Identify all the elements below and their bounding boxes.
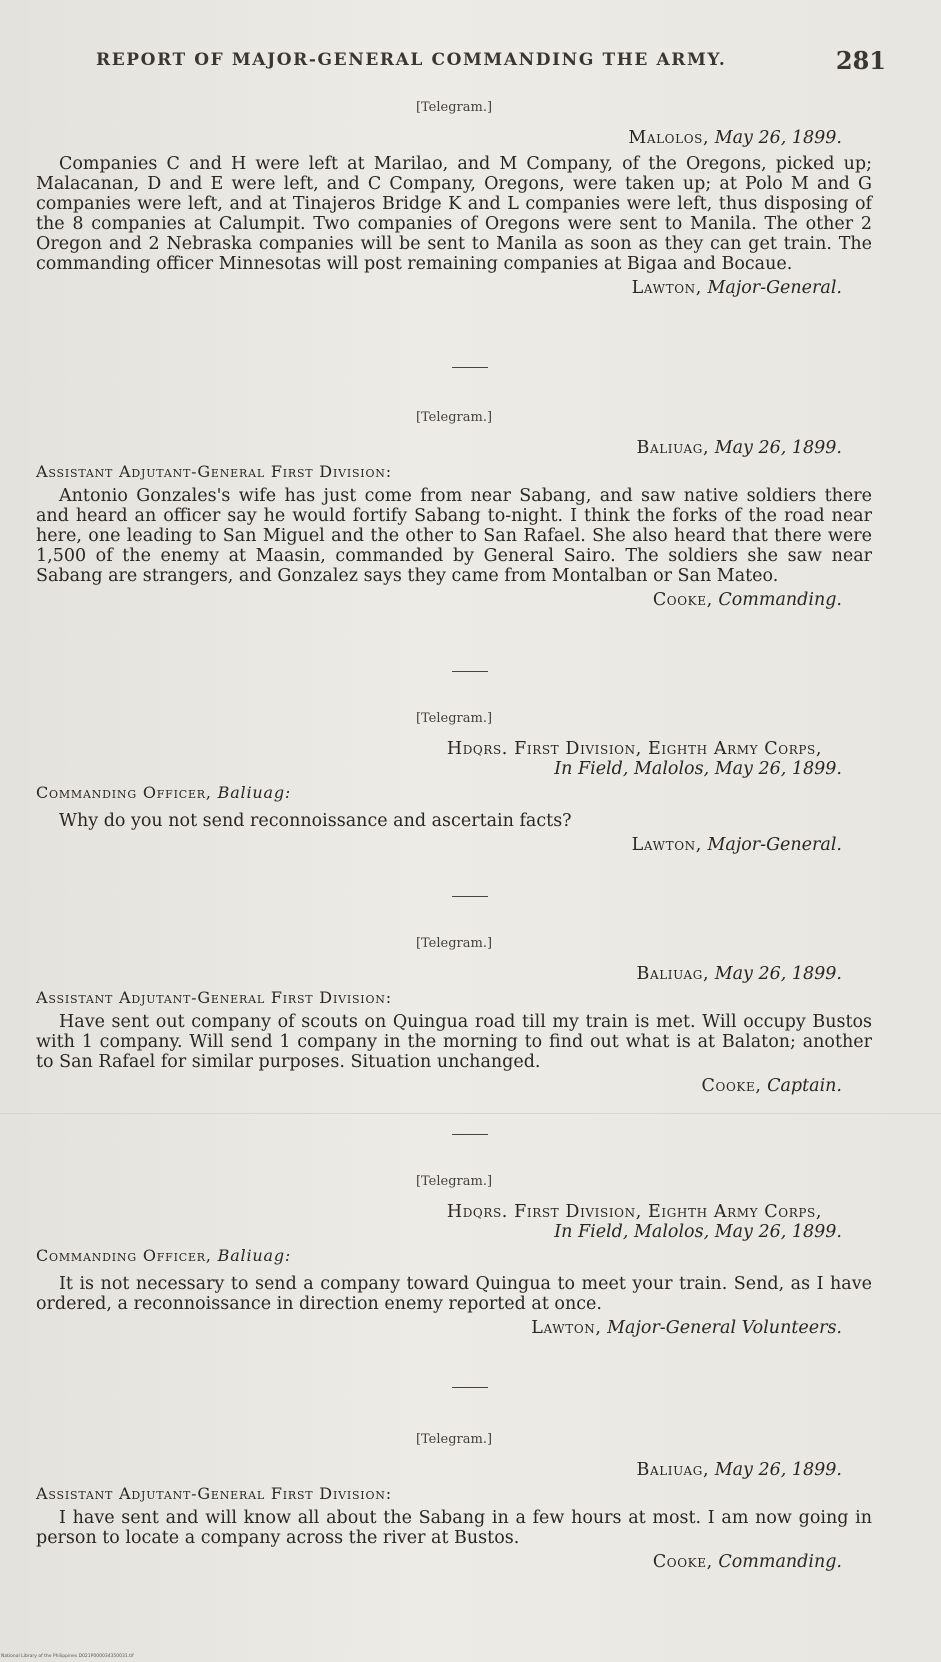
telegram-signature: Cooke, Commanding. [652,590,842,610]
telegram-dateline: Baliuag, May 26, 1899. [636,1460,842,1480]
telegram-address: Commanding Officer, Baliuag: [36,1246,292,1265]
telegram-tag: [Telegram.] [415,1432,493,1447]
telegram-dateline: Malolos, May 26, 1899. [628,128,842,148]
telegram-6 [36,1430,872,1572]
page-crease [0,1113,941,1114]
telegram-dateline: Baliuag, May 26, 1899. [636,964,842,984]
telegram-2 [36,408,872,610]
telegram-body: Antonio Gonzales's wife has just come from near Sabang, and saw native soldiers there and heard an officer say he would fortify Sabang to-night. I think the forks of the road near here, one leading to San Miguel and the other to San Rafael. She also heard that there were 1,500 of the enemy at Maasin, commanded by General Sairo. The soldiers she saw near Sabang are strangers, and Gonzalez says they came from Montalban or San Mateo. [36,486,872,586]
telegram-5 [36,1172,872,1338]
telegram-address: Assistant Adjutant-General First Division: [36,1484,392,1503]
header-title: REPORT OF MAJOR-GENERAL COMMANDING THE ARMY. [96,50,727,70]
telegram-body: Have sent out company of scouts on Quingua road till my train is met. Will occupy Bustos with 1 company. Will send 1 company in the morning to find out what is at Balaton; another to San Rafael for similar purposes. Situation unchanged. [36,1012,872,1072]
telegram-address: Assistant Adjutant-General First Division: [36,462,392,481]
telegram-tag: [Telegram.] [415,936,493,951]
telegram-body: Companies C and H were left at Marilao, and M Company, of the Oregons, picked up; Malacanan, D and E were left, and C Company, Oregons, were taken up; at Polo M and G companies were left, and at Tinajeros Bridge K and L companies were left, thus disposing of the 8 companies at Calumpit. Two companies of Oregons were sent to Manila. The other 2 Oregon and 2 Nebraska companies will be sent to Manila as soon as they can get train. The commanding officer Minnesotas will post remaining companies at Bigaa and Bocaue. [36,154,872,274]
telegram-hq-dateline: In Field, Malolos, May 26, 1899. [554,1222,842,1242]
telegram-hq-dateline: In Field, Malolos, May 26, 1899. [554,759,842,779]
telegram-headquarters: Hdqrs. First Division, Eighth Army Corps, [446,1202,822,1222]
telegram-1 [36,98,872,298]
telegram-tag: [Telegram.] [415,711,493,726]
telegram-tag: [Telegram.] [415,410,493,425]
section-divider [452,367,488,368]
telegram-signature: Cooke, Captain. [701,1076,842,1096]
telegram-headquarters: Hdqrs. First Division, Eighth Army Corps, [446,739,822,759]
telegram-body: It is not necessary to send a company toward Quingua to meet your train. Send, as I have ordered, a reconnoissance in direction enemy reported at once. [36,1274,872,1314]
telegram-tag: [Telegram.] [415,100,493,115]
telegram-address: Commanding Officer, Baliuag: [36,783,292,802]
telegram-signature: Lawton, Major-General. [631,278,842,298]
section-divider [452,671,488,672]
section-divider [452,1134,488,1135]
telegram-body: Why do you not send reconnoissance and ascertain facts? [59,811,572,831]
telegram-dateline: Baliuag, May 26, 1899. [636,438,842,458]
running-header [96,46,886,75]
telegram-signature: Lawton, Major-General Volunteers. [531,1318,842,1338]
telegram-4 [36,934,872,1096]
telegram-tag: [Telegram.] [415,1174,493,1189]
telegram-address: Assistant Adjutant-General First Division: [36,988,392,1007]
section-divider [452,896,488,897]
telegram-3 [36,709,872,855]
section-divider [452,1387,488,1388]
scan-footer: National Library of the Philippines D021P000034350031.tif [1,1654,134,1659]
telegram-signature: Cooke, Commanding. [652,1552,842,1572]
telegram-signature: Lawton, Major-General. [631,835,842,855]
page-number: 281 [835,46,886,75]
telegram-body: I have sent and will know all about the Sabang in a few hours at most. I am now going in person to locate a company across the river at Bustos. [36,1508,872,1548]
